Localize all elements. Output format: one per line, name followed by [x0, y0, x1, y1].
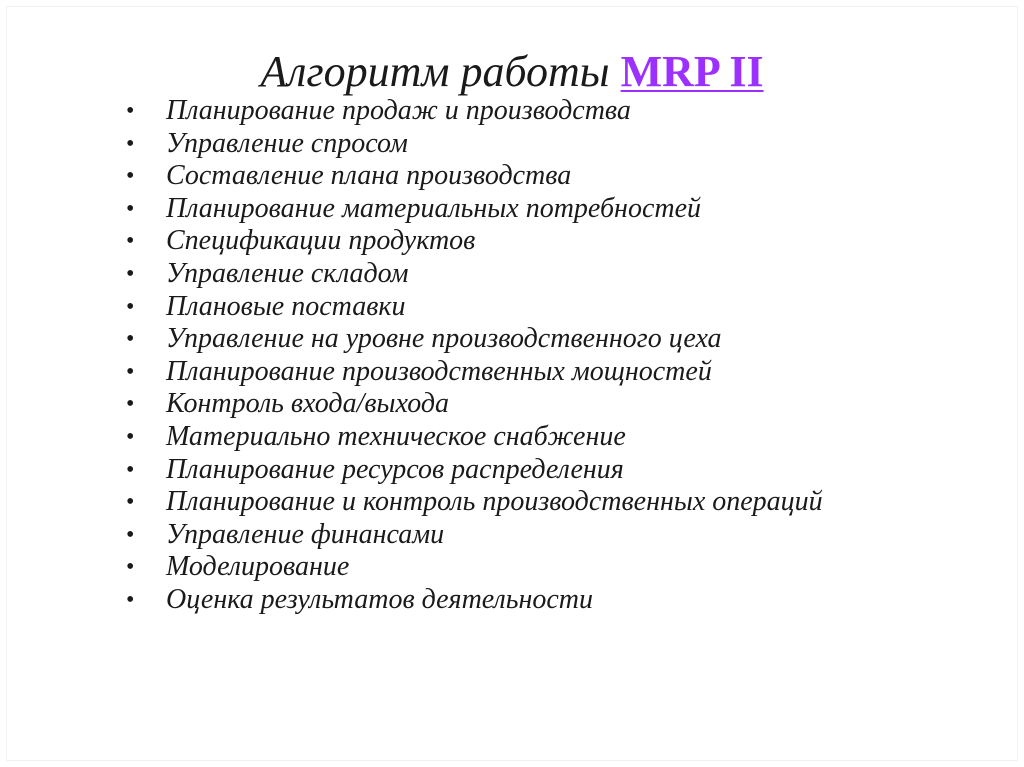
list-item: [126, 95, 836, 128]
list-item-text: Управление финансами: [166, 518, 445, 550]
list-item: [126, 584, 836, 617]
list-item-text: Спецификации продуктов: [166, 225, 476, 257]
list-item: [126, 356, 836, 389]
bullet-icon: •: [126, 489, 135, 516]
bullet-icon: •: [126, 163, 135, 190]
title-text: Алгоритм работы: [260, 47, 610, 96]
list-item: [126, 291, 836, 324]
list-item-text: Планирование продаж и производства: [166, 95, 631, 126]
bullet-icon: •: [126, 293, 135, 320]
list-item-text: Контроль входа/выхода: [166, 388, 449, 420]
bullet-icon: •: [126, 228, 135, 255]
list-item-text: Планирование ресурсов распределения: [166, 453, 624, 485]
list-item: [126, 225, 836, 258]
bullet-icon: •: [126, 391, 135, 418]
bullet-icon: •: [126, 260, 135, 287]
bullet-icon: •: [126, 586, 135, 613]
bullet-icon: •: [126, 554, 135, 581]
bullet-icon: •: [126, 456, 135, 483]
list-item-text: Планирование производственных мощностей: [166, 355, 712, 387]
list-item: [126, 551, 836, 584]
list-item: [126, 454, 836, 487]
list-item-text: Плановые поставки: [166, 290, 406, 322]
bullet-icon: •: [126, 195, 135, 222]
list-item: [126, 193, 836, 226]
list-item-text: Материально техническое снабжение: [166, 420, 626, 452]
list-item: [126, 421, 836, 454]
list-item-text: Планирование и контроль производственных операций: [166, 486, 823, 518]
list-item: [126, 258, 836, 291]
list-item: [126, 486, 836, 519]
list-item-text: Управление на уровне производственного цеха: [166, 323, 722, 355]
bullet-icon: •: [126, 98, 135, 124]
list-item-text: Оценка результатов деятельности: [166, 583, 594, 615]
list-item: [126, 160, 836, 193]
bullet-icon: •: [126, 521, 135, 548]
list-item-text: Моделирование: [166, 551, 350, 583]
slide-title: [0, 44, 1024, 100]
list-item-text: Управление спросом: [166, 127, 408, 159]
list-item: [126, 519, 836, 552]
list-item-text: Составление плана производства: [166, 160, 572, 192]
bullet-icon: •: [126, 423, 135, 450]
list-item-text: Планирование материальных потребностей: [166, 192, 702, 224]
bullet-icon: •: [126, 326, 135, 353]
bullet-icon: •: [126, 358, 135, 385]
mrp-ii-link[interactable]: MRP II: [620, 47, 764, 96]
bullet-icon: •: [126, 130, 135, 157]
list-item: [126, 128, 836, 161]
bullet-list: [126, 95, 836, 617]
list-item: [126, 388, 836, 421]
list-item-text: Управление складом: [166, 257, 409, 289]
list-item: [126, 323, 836, 356]
